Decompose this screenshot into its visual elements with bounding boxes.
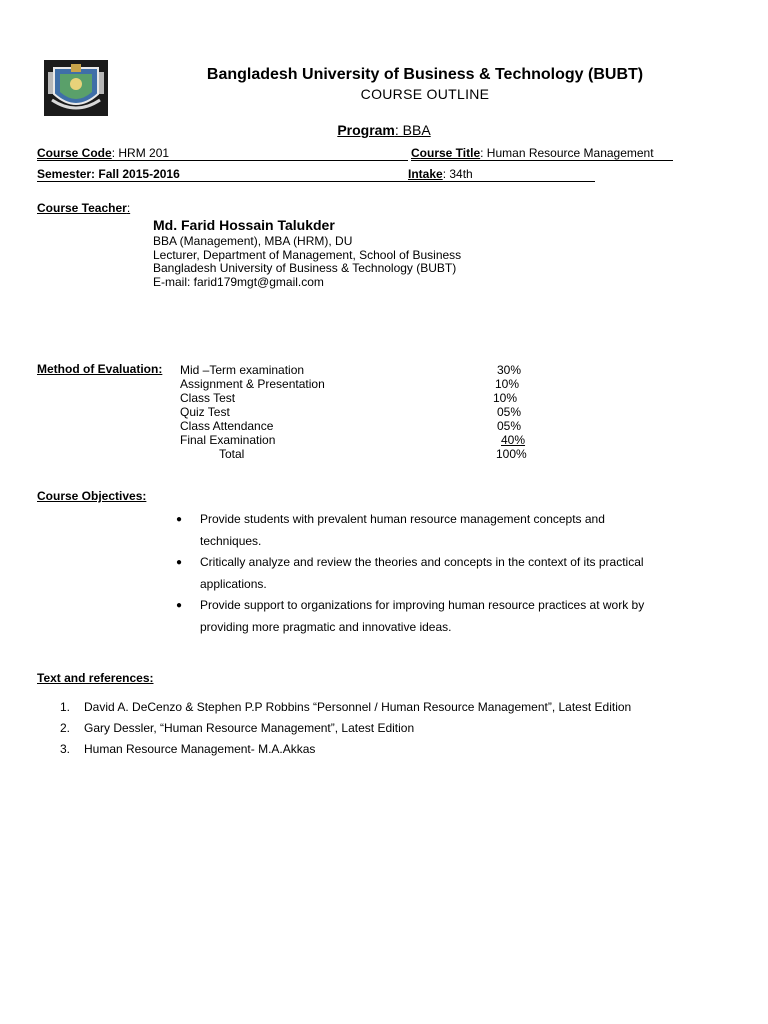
course-code-line	[37, 146, 408, 161]
course-teacher-colon: :	[126, 201, 131, 215]
bullet-icon: ●	[176, 514, 183, 525]
objective-item	[176, 595, 646, 638]
evaluation-total-label: Total	[219, 447, 245, 461]
course-title-label: Course Title	[411, 146, 481, 160]
semester-label: Semester: Fall 2015-2016	[37, 167, 180, 181]
course-teacher-label: Course Teacher	[37, 201, 127, 215]
evaluation-item-value: 05%	[497, 419, 522, 433]
bullet-icon: ●	[176, 600, 183, 611]
semester-line	[37, 167, 408, 182]
objectives-list	[176, 509, 646, 638]
course-code-label: Course Code	[37, 146, 112, 160]
reference-item	[60, 697, 631, 718]
references-heading: Text and references:	[37, 671, 154, 685]
program-value: : BBA	[394, 122, 431, 138]
university-title: Bangladesh University of Business & Technology (BUBT)	[206, 66, 644, 83]
teacher-position: Lecturer, Department of Management, School of Business	[153, 248, 462, 262]
teacher-degrees: BBA (Management), MBA (HRM), DU	[153, 234, 353, 248]
reference-text: Gary Dessler, “Human Resource Management”, Latest Edition	[84, 721, 415, 735]
evaluation-item-value: 10%	[495, 377, 520, 391]
evaluation-item-name: Class Attendance	[180, 419, 274, 433]
reference-item	[60, 739, 631, 760]
evaluation-item-value: 10%	[493, 391, 518, 405]
reference-number: 2.	[60, 721, 71, 735]
teacher-email: E-mail: farid179mgt@gmail.com	[153, 275, 324, 289]
objective-text: Provide students with prevalent human resource management concepts and techniques.	[200, 512, 605, 548]
objective-item	[176, 552, 646, 595]
program-label: Program	[337, 122, 395, 138]
evaluation-item-name: Quiz Test	[180, 405, 230, 419]
reference-item	[60, 718, 631, 739]
teacher-name: Md. Farid Hossain Talukder	[153, 217, 335, 233]
program-line	[0, 122, 768, 138]
document-title: COURSE OUTLINE	[360, 86, 490, 102]
references-list	[60, 697, 631, 760]
intake-label: Intake	[408, 167, 443, 181]
evaluation-item-name: Class Test	[180, 391, 236, 405]
evaluation-item-value: 05%	[497, 405, 522, 419]
reference-text: David A. DeCenzo & Stephen P.P Robbins “Personnel / Human Resource Management”, Latest Edition	[84, 700, 632, 714]
objective-text: Critically analyze and review the theories and concepts in the context of its practical applications.	[200, 555, 644, 591]
intake-line	[408, 167, 595, 182]
evaluation-item-name: Final Examination	[180, 433, 276, 447]
course-title-value: : Human Resource Management	[480, 146, 654, 160]
intake-value: : 34th	[442, 167, 473, 181]
reference-text: Human Resource Management- M.A.Akkas	[84, 742, 316, 756]
reference-number: 1.	[60, 700, 71, 714]
objective-item	[176, 509, 646, 552]
evaluation-total-value: 100%	[496, 447, 527, 461]
evaluation-item-value: 40%	[501, 433, 526, 447]
evaluation-item-value: 30%	[497, 363, 522, 377]
evaluation-heading: Method of Evaluation:	[37, 362, 163, 376]
objectives-heading: Course Objectives:	[37, 489, 147, 503]
objective-text: Provide support to organizations for improving human resource practices at work by providing more pragmatic and innovative ideas.	[200, 598, 645, 634]
reference-number: 3.	[60, 742, 71, 756]
evaluation-item-name: Assignment & Presentation	[180, 377, 325, 391]
course-code-value: : HRM 201	[111, 146, 170, 160]
course-title-line	[411, 146, 673, 161]
evaluation-item-name: Mid –Term examination	[180, 363, 305, 377]
course-teacher-heading	[37, 201, 130, 215]
bullet-icon: ●	[176, 557, 183, 568]
teacher-institution: Bangladesh University of Business & Technology (BUBT)	[153, 261, 457, 275]
